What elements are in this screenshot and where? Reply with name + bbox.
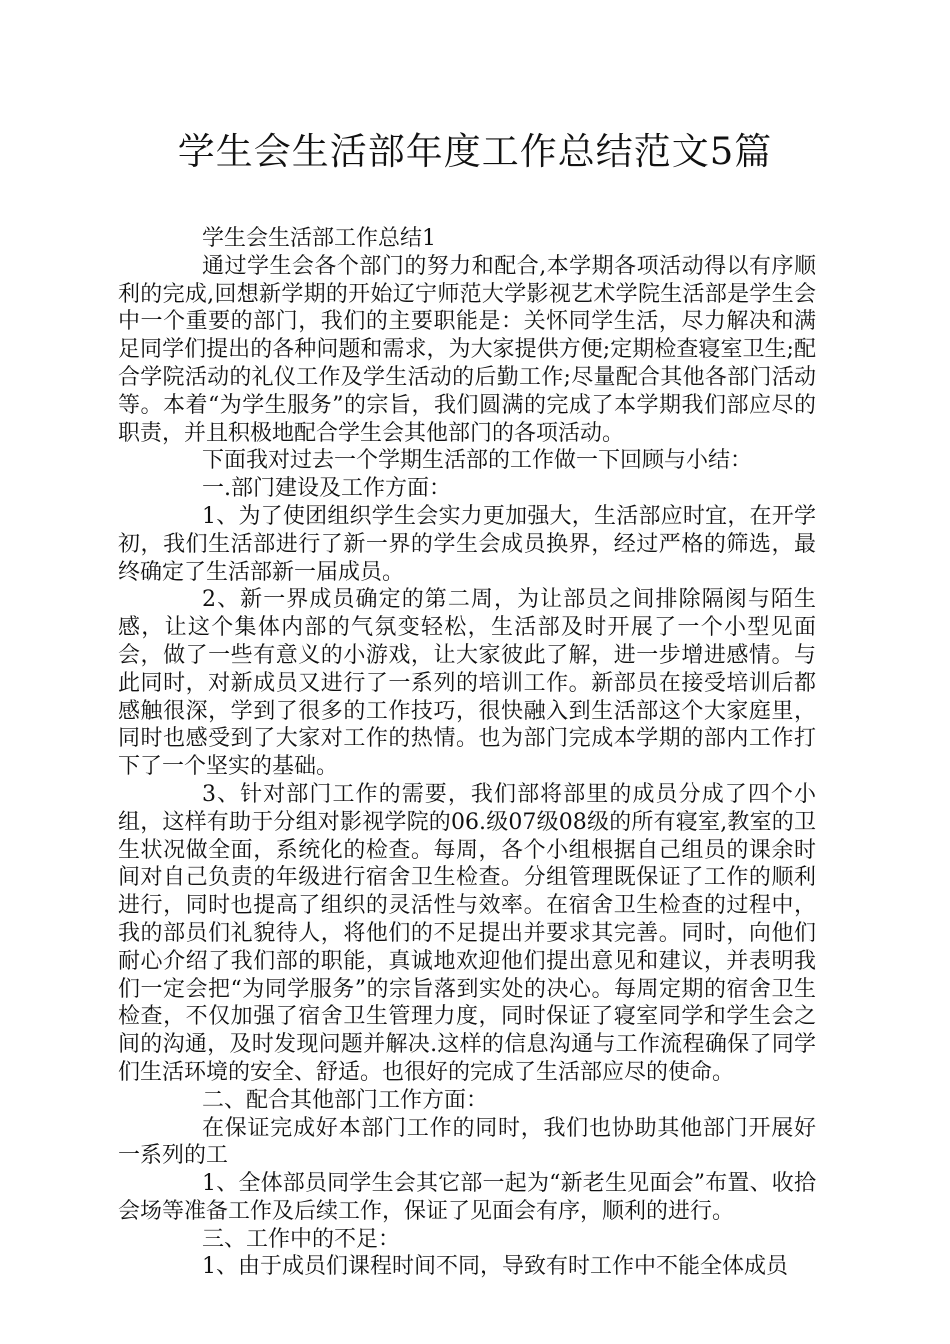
- paragraph: 2、新一界成员确定的第二周，为让部员之间排除隔阂与陌生感，让这个集体内部的气氛变轻松，生活部及时开展了一个小型见面会，做了一些有意义的小游戏，让大家彼此了解，进一步增进感情。与此同时，对新成员又进行了一系列的培训工作。新部员在接受培训后都感触很深，学到了很多的工作技巧，很快融入到生活部这个大家庭里，同时也感受到了大家对工作的热情。也为部门完成本学期的部内工作打下了一个坚实的基础。: [118, 587, 816, 780]
- paragraph: 1、由于成员们课程时间不同，导致有时工作中不能全体成员: [202, 1254, 788, 1280]
- paragraph: 下面我对过去一个学期生活部的工作做一下回顾与小结：: [202, 448, 753, 474]
- paragraph: 3、针对部门工作的需要，我们部将部里的成员分成了四个小组，这样有助于分组对影视学院的06.级07级08级的所有寝室,教室的卫生状况做全面，系统化的检查。每周，各个小组根据自己组员的课余时间对自己负责的年级进行宿舍卫生检查。分组管理既保证了工作的顺利进行，同时也提高了组织的灵活性与效率。在宿舍卫生检查的过程中，我的部员们礼貌待人，将他们的不足提出并要求其完善。同时，向他们耐心介绍了我们部的职能，真诚地欢迎他们提出意见和建议，并表明我们一定会把“为同学服务”的宗旨落到实处的决心。每周定期的宿舍卫生检查，不仅加强了宿舍卫生管理力度，同时保证了寝室同学和学生会之间的沟通，及时发现问题并解决.这样的信息沟通与工作流程确保了同学们生活环境的安全、舒适。也很好的完成了生活部应尽的使命。: [118, 781, 816, 1085]
- section-heading: 三、工作中的不足：: [202, 1226, 401, 1252]
- section-heading: 二、配合其他部门工作方面：: [202, 1087, 489, 1113]
- document-body: [118, 225, 816, 1281]
- paragraph: 1、为了使团组织学生会实力更加强大，生活部应时宜，在开学初，我们生活部进行了新一界的学生会成员换界，经过严格的筛选，最终确定了生活部新一届成员。: [118, 503, 816, 585]
- document-title: 学生会生活部年度工作总结范文5篇: [177, 130, 773, 173]
- paragraph: 在保证完成好本部门工作的同时，我们也协助其他部门开展好一系列的工: [118, 1115, 816, 1169]
- paragraph: 1、全体部员同学生会其它部一起为“新老生见面会”布置、收拾会场等准备工作及后续工作，保证了见面会有序，顺利的进行。: [118, 1171, 816, 1224]
- section-heading: 学生会生活部工作总结1: [202, 226, 436, 251]
- section-heading: 一.部门建设及工作方面：: [202, 476, 451, 502]
- paragraph: 通过学生会各个部门的努力和配合,本学期各项活动得以有序顺利的完成,回想新学期的开始辽宁师范大学影视艺术学院生活部是学生会中一个重要的部门，我们的主要职能是：关怀同学生活，尽力解决和满足同学们提出的各种问题和需求，为大家提供方便;定期检查寝室卫生;配合学院活动的礼仪工作及学生活动的后勤工作;尽量配合其他各部门活动等。本着“为学生服务”的宗旨，我们圆满的完成了本学期我们部应尽的职责，并且积极地配合学生会其他部门的各项活动。: [118, 253, 816, 446]
